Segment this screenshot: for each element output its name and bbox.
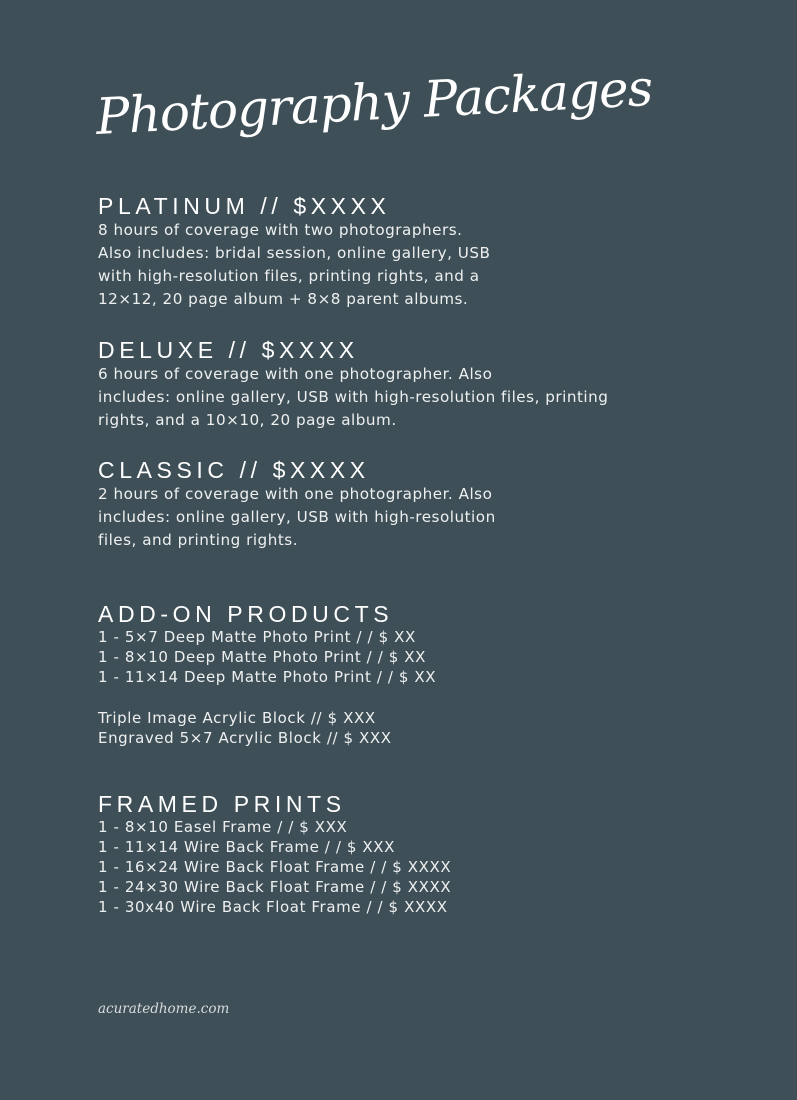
framed-heading: FRAMED PRINTS <box>98 791 346 817</box>
addon-item: 1 - 8×10 Deep Matte Photo Print / / $ XX <box>98 648 426 666</box>
package-heading: DELUXE // $XXXX <box>98 337 359 363</box>
addon-item: Triple Image Acrylic Block // $ XXX <box>98 709 376 727</box>
package-line: 2 hours of coverage with one photographer. Also <box>98 485 493 503</box>
package-line: 8 hours of coverage with two photographers. <box>98 221 463 239</box>
framed-item: 1 - 11×14 Wire Back Frame / / $ XXX <box>98 838 395 856</box>
addon-item: 1 - 11×14 Deep Matte Photo Print / / $ XX <box>98 668 437 686</box>
addon-products <box>98 601 436 748</box>
footer-website: acuratedhome.com <box>98 1001 230 1017</box>
package-platinum <box>98 193 490 311</box>
package-line: rights, and a 10×10, 20 page album. <box>98 411 397 429</box>
package-line: 6 hours of coverage with one photographer. Also <box>98 365 493 383</box>
package-classic <box>98 457 496 552</box>
addon-heading: ADD-ON PRODUCTS <box>98 601 394 627</box>
framed-item: 1 - 8×10 Easel Frame / / $ XXX <box>98 818 348 836</box>
framed-prints <box>98 791 451 917</box>
framed-item: 1 - 24×30 Wire Back Float Frame / / $ XXXX <box>98 878 452 896</box>
package-line: Also includes: bridal session, online gallery, USB <box>98 244 491 262</box>
package-deluxe <box>98 337 608 432</box>
framed-item: 1 - 16×24 Wire Back Float Frame / / $ XXXX <box>98 858 452 876</box>
page-title: Photography Packages <box>94 58 654 146</box>
package-line: includes: online gallery, USB with high-resolution <box>98 508 496 526</box>
package-line: files, and printing rights. <box>98 531 299 549</box>
package-line: includes: online gallery, USB with high-resolution files, printing <box>98 388 609 406</box>
package-heading: PLATINUM // $XXXX <box>98 193 391 219</box>
package-heading: CLASSIC // $XXXX <box>98 457 370 483</box>
addon-item: Engraved 5×7 Acrylic Block // $ XXX <box>98 729 392 747</box>
package-line: 12×12, 20 page album + 8×8 parent albums. <box>98 290 469 308</box>
package-line: with high-resolution files, printing rights, and a <box>98 267 480 285</box>
addon-item: 1 - 5×7 Deep Matte Photo Print / / $ XX <box>98 628 416 646</box>
framed-item: 1 - 30x40 Wire Back Float Frame / / $ XXXX <box>98 898 448 916</box>
